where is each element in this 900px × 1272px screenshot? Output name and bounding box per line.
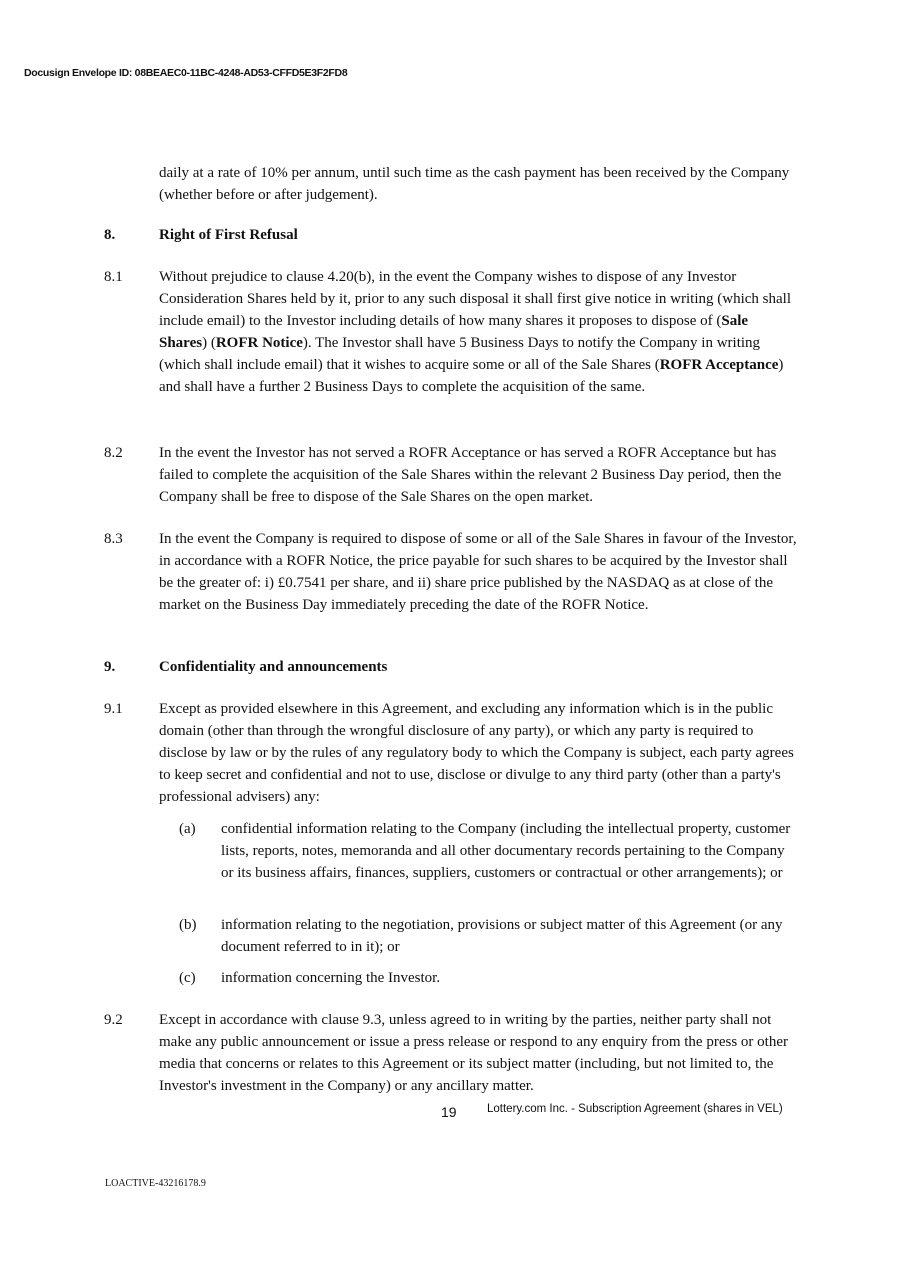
clause-9-1-a-label: (a): [179, 821, 196, 837]
clause-8-1-text-c: ). The Investor shall have 5 Business Days to notify the Company in writing (which shall include email) that it wishes to acquire some or all of the Sale Shares (: [159, 335, 761, 373]
clause-8-3-number: 8.3: [104, 531, 123, 547]
clause-9-2-text: Except in accordance with clause 9.3, unless agreed to in writing by the parties, neither party shall not make any public announcement or issue a press release or respond to any enquiry from the press or other media that concerns or relates to this Agreement or its subject matter (including, but not limited to, the Investor's investment in the Company) or any ancillary matter.: [159, 1012, 788, 1094]
defined-term-rofr-notice: ROFR Notice: [215, 335, 303, 351]
document-reference: LOACTIVE-43216178.9: [105, 1178, 206, 1189]
clause-9-1-a-text: confidential information relating to the Company (including the intellectual property, customer lists, reports, notes, memoranda and all other documentary records pertaining to the Company or its business affairs, finances, suppliers, customers or contractual or other arrangements); or: [221, 821, 791, 881]
clause-8-2-number: 8.2: [104, 445, 123, 461]
clause-9-1-b-label: (b): [179, 917, 197, 933]
clause-9-1-c-text: information concerning the Investor.: [221, 970, 441, 986]
clause-8-1-number: 8.1: [104, 269, 123, 285]
continuation-paragraph: daily at a rate of 10% per annum, until such time as the cash payment has been received by the Company (whether before or after judgement).: [159, 165, 790, 203]
clause-9-1-c-label: (c): [179, 970, 196, 986]
section-8-title: Right of First Refusal: [159, 227, 298, 243]
clause-8-1-text-a: Without prejudice to clause 4.20(b), in the event the Company wishes to dispose of any Investor Consideration Shares held by it, prior to any such disposal it shall first give notice in writing (which shall include email) to the Investor including details of how many shares it proposes to dispose of (: [159, 269, 791, 329]
section-9-number: 9.: [104, 659, 116, 675]
defined-term-rofr-acceptance: ROFR Acceptance: [659, 357, 779, 373]
clause-9-1-text: Except as provided elsewhere in this Agreement, and excluding any information which is in the public domain (other than through the wrongful disclosure of any party), or which any party is required to disclose by law or by the rules of any regulatory body to which the Company is subject, each party agrees to keep secret and confidential and not to use, disclose or divulge to any third party (other than a party's professional advisers) any:: [159, 701, 794, 805]
section-8-number: 8.: [104, 227, 116, 243]
clause-9-2-number: 9.2: [104, 1012, 123, 1028]
clause-8-1-text-d: ) and shall have a further 2 Business Days to complete the acquisition of the same.: [159, 357, 784, 395]
footer-document-title: Lottery.com Inc. - Subscription Agreement (shares in VEL): [487, 1103, 783, 1115]
clause-9-1-number: 9.1: [104, 701, 123, 717]
docusign-envelope-id: Docusign Envelope ID: 08BEAEC0-11BC-4248-AD53-CFFD5E3F2FD8: [24, 67, 348, 79]
page-number: 19: [441, 1104, 457, 1120]
clause-8-2-text: In the event the Investor has not served a ROFR Acceptance or has served a ROFR Acceptance but has failed to complete the acquisition of the Sale Shares within the relevant 2 Business Day period, then the Company shall be free to dispose of the Sale Shares on the open market.: [159, 445, 782, 505]
clause-8-1-text: [159, 266, 799, 398]
section-9-title: Confidentiality and announcements: [159, 659, 388, 675]
defined-term-sale-shares: Sale Shares: [159, 313, 749, 351]
clause-9-1-b-text: information relating to the negotiation, provisions or subject matter of this Agreement (or any document referred to in it); or: [221, 917, 783, 955]
clause-8-3-text: In the event the Company is required to dispose of some or all of the Sale Shares in favour of the Investor, in accordance with a ROFR Notice, the price payable for such shares to be acquired by the Investor shall be the greater of: i) £0.7541 per share, and ii) share price published by the NASDAQ as at close of the market on the Business Day immediately preceding the date of the ROFR Notice.: [159, 531, 797, 613]
clause-8-1-text-b: ) (: [202, 335, 216, 351]
